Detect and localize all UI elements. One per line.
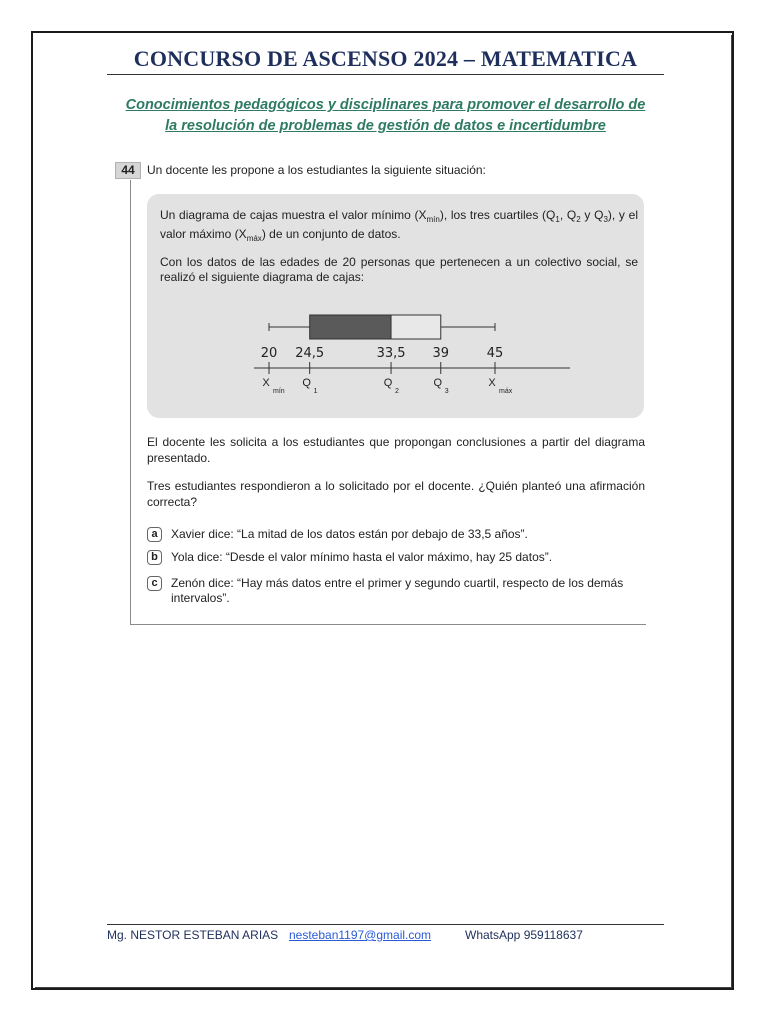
page-title: CONCURSO DE ASCENSO 2024 – MATEMATICA: [133, 46, 638, 71]
question-margin-line: [130, 180, 131, 624]
option-b-letter: b: [147, 550, 162, 565]
footer-author: Mg. NESTOR ESTEBAN ARIAS: [107, 928, 279, 942]
data-description: Con los datos de las edades de 20 personas que pertenecen a un colectivo social, se realizó el siguiente diagrama de cajas:: [160, 255, 638, 284]
teacher-request: El docente les solicita a los estudiantes que propongan conclusiones a partir del diagrama presentado.: [147, 435, 645, 465]
symbol-label-5: X: [488, 377, 496, 389]
symbol-sub-1: mín: [273, 388, 285, 395]
question-number: 44: [115, 162, 141, 179]
title-divider: [107, 74, 664, 75]
box-upper-q2-q3: [391, 315, 441, 339]
tick-label-1: 20: [260, 346, 278, 361]
symbol-sub-3: 2: [395, 388, 399, 395]
symbol-label-1: X: [262, 377, 270, 389]
boxplot-definition: Un diagrama de cajas muestra el valor mínimo $(X_{mín})$, los tres cuartiles ($Q_1$, $Q_2$ y $Q_3$), y el valor máximo $(X_{máx})$ de un conjunto de datos.: [160, 208, 638, 243]
subtitle-line-1: Conocimientos pedagógicos y disciplinares para promover el desarrollo de: [125, 97, 646, 113]
tick-label-2: 24,5: [295, 346, 325, 361]
option-c-text: Zenón dice: “Hay más datos entre el primer y segundo cuartil, respecto de los demás intervalos”.: [171, 576, 624, 605]
question-prompt: Tres estudiantes respondieron a lo solicitado por el docente. ¿Quién planteó una afirmación correcta?: [147, 479, 645, 509]
symbol-label-2: Q: [302, 377, 311, 389]
option-a-letter: a: [147, 527, 162, 542]
option-b-text: Yola dice: “Desde el valor mínimo hasta el valor máximo, hay 25 datos”.: [171, 550, 553, 564]
footer-whatsapp: WhatsApp 959118637: [465, 928, 583, 942]
box-plot: [147, 300, 644, 405]
footer-divider: [107, 924, 664, 925]
symbol-label-3: Q: [383, 377, 393, 389]
symbol-sub-2: 1: [313, 388, 318, 395]
option-c-letter: c: [147, 576, 162, 591]
tick-label-5: 45: [486, 346, 504, 361]
question-intro: Un docente les propone a los estudiantes la siguiente situación:: [147, 163, 486, 177]
option-a-text: Xavier dice: “La mitad de los datos están por debajo de 33,5 años”.: [171, 527, 528, 541]
symbol-label-4: Q: [433, 377, 443, 389]
footer-email-link[interactable]: nesteban1197@gmail.com: [289, 928, 432, 942]
box-lower-q1-q2: [310, 315, 391, 339]
symbol-sub-5: máx: [499, 388, 513, 395]
tick-label-3: 33,5: [376, 346, 406, 361]
question-bottom-line: [130, 624, 646, 625]
subtitle-line-2: la resolución de problemas de gestión de datos e incertidumbre: [165, 118, 606, 134]
section-subtitle: [107, 95, 664, 137]
symbol-sub-4: 3: [444, 388, 449, 395]
tick-label-4: 39: [432, 346, 450, 361]
